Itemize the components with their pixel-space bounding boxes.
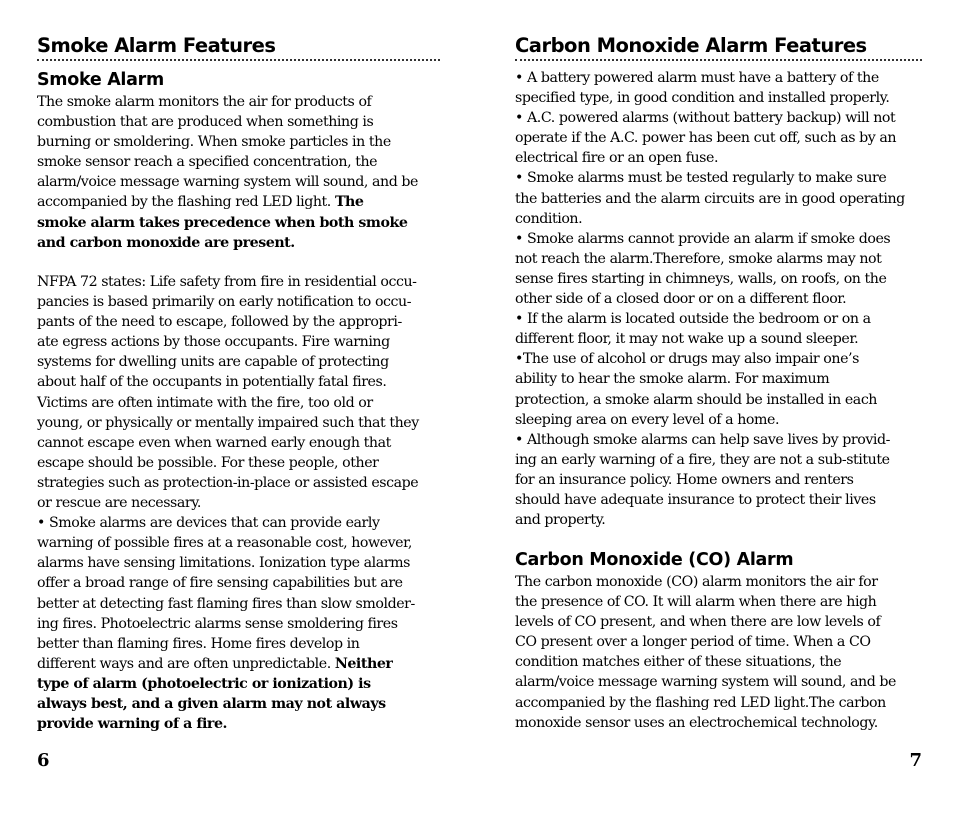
text-line: systems for dwelling units are capable of protecting xyxy=(37,354,389,371)
bold-text-line: and carbon monoxide are present. xyxy=(37,234,295,251)
smoke-alarm-description xyxy=(37,92,440,253)
text-line: burning or smoldering. When smoke particles in the xyxy=(37,134,391,151)
dotted-divider xyxy=(37,59,440,61)
list-item: electrical fire or an open fuse. xyxy=(515,150,719,167)
list-item: ability to hear the smoke alarm. For maximum xyxy=(515,371,830,388)
text-line: young, or physically or mentally impaired such that they xyxy=(37,414,419,431)
text-line: the presence of CO. It will alarm when there are high xyxy=(515,594,877,611)
text-line: pants of the need to escape, followed by the appropri- xyxy=(37,314,402,331)
text-line: about half of the occupants in potentially fatal fires. xyxy=(37,374,387,391)
page-title-co-alarm-features: Carbon Monoxide Alarm Features xyxy=(515,34,867,57)
list-item: condition. xyxy=(515,210,583,227)
list-item: protection, a smoke alarm should be installed in each xyxy=(515,391,877,408)
list-item: and property. xyxy=(515,512,606,529)
text-line xyxy=(37,654,440,674)
page-number-right: 7 xyxy=(909,750,922,771)
list-item: • Smoke alarms cannot provide an alarm if smoke does xyxy=(515,230,891,247)
text-line: better at detecting fast flaming fires than slow smolder- xyxy=(37,595,415,612)
text-line: alarms have sensing limitations. Ionization type alarms xyxy=(37,555,410,572)
text-line: The smoke alarm monitors the air for products of xyxy=(37,94,372,110)
list-item: •The use of alcohol or drugs may also impair one’s xyxy=(515,351,859,368)
text-line: condition matches either of these situations, the xyxy=(515,654,842,671)
text-run: different ways and are often unpredictable. xyxy=(37,655,335,672)
text-line: warning of possible fires at a reasonable cost, however, xyxy=(37,535,412,552)
bold-text: The xyxy=(334,194,364,211)
text-line: • Smoke alarms are devices that can provide early xyxy=(37,515,380,532)
dotted-divider xyxy=(515,59,922,61)
list-item: operate if the A.C. power has been cut off, such as by an xyxy=(515,130,897,147)
text-line: better than flaming fires. Home fires develop in xyxy=(37,635,360,652)
bold-text: Neither xyxy=(334,655,393,672)
co-alarm-description xyxy=(515,572,922,733)
text-line: escape should be possible. For these people, other xyxy=(37,454,379,471)
list-item: specified type, in good condition and installed properly. xyxy=(515,90,890,107)
bold-text-line: always best, and a given alarm may not always xyxy=(37,695,386,712)
bold-text-line: type of alarm (photoelectric or ionization) is xyxy=(37,675,371,692)
list-item: the batteries and the alarm circuits are in good operating xyxy=(515,190,905,207)
text-line: ing fires. Photoelectric alarms sense smoldering fires xyxy=(37,615,398,632)
list-item: • A.C. powered alarms (without battery backup) will not xyxy=(515,110,896,127)
list-item: for an insurance policy. Home owners and renters xyxy=(515,471,854,488)
text-line: pancies is based primarily on early notification to occu- xyxy=(37,294,412,311)
text-line: monoxide sensor uses an electrochemical technology. xyxy=(515,714,878,731)
text-line: combustion that are produced when something is xyxy=(37,114,374,131)
list-item: ing an early warning of a fire, they are not a sub-stitute xyxy=(515,451,890,468)
text-line: alarm/voice message warning system will sound, and be xyxy=(37,174,418,191)
page-title-smoke-alarm-features: Smoke Alarm Features xyxy=(37,34,276,57)
text-line: offer a broad range of fire sensing capabilities but are xyxy=(37,575,403,592)
text-line: smoke sensor reach a specified concentration, the xyxy=(37,154,378,171)
section-heading-co-alarm: Carbon Monoxide (CO) Alarm xyxy=(515,550,794,570)
text-line: or rescue are necessary. xyxy=(37,495,201,512)
list-item: should have adequate insurance to protect their lives xyxy=(515,491,876,508)
text-line: CO present over a longer period of time. When a CO xyxy=(515,634,871,651)
text-line: The carbon monoxide (CO) alarm monitors the air for xyxy=(515,574,878,590)
nfpa-paragraph xyxy=(37,272,440,734)
text-line: strategies such as protection-in-place or assisted escape xyxy=(37,474,419,491)
list-item: other side of a closed door or on a different floor. xyxy=(515,291,847,308)
text-line: cannot escape even when warned early enough that xyxy=(37,434,391,451)
text-line: alarm/voice message warning system will sound, and be xyxy=(515,674,896,691)
limitations-list xyxy=(515,68,922,530)
text-line: accompanied by the flashing red LED light.The carbon xyxy=(515,694,886,711)
list-item: not reach the alarm.Therefore, smoke alarms may not xyxy=(515,250,882,267)
list-item: • If the alarm is located outside the bedroom or on a xyxy=(515,311,871,328)
text-line: levels of CO present, and when there are low levels of xyxy=(515,614,881,631)
section-heading-smoke-alarm: Smoke Alarm xyxy=(37,70,164,90)
list-item: sleeping area on every level of a home. xyxy=(515,411,780,428)
bold-text-line: smoke alarm takes precedence when both smoke xyxy=(37,214,408,231)
text-line: ate egress actions by those occupants. Fire warning xyxy=(37,334,390,351)
list-item: • Smoke alarms must be tested regularly to make sure xyxy=(515,170,887,187)
text-line xyxy=(37,192,440,212)
bold-text-line: provide warning of a fire. xyxy=(37,716,228,733)
list-item: • A battery powered alarm must have a battery of the xyxy=(515,70,879,86)
right-page xyxy=(515,0,922,813)
text-line: Victims are often intimate with the fire, too old or xyxy=(37,394,373,411)
text-line: NFPA 72 states: Life safety from fire in residential occu- xyxy=(37,274,417,290)
text-run: accompanied by the flashing red LED light. xyxy=(37,194,335,211)
list-item: sense fires starting in chimneys, walls, on roofs, on the xyxy=(515,270,887,287)
page-number-left: 6 xyxy=(37,750,50,771)
list-item: different floor, it may not wake up a sound sleeper. xyxy=(515,331,859,348)
list-item: • Although smoke alarms can help save lives by provid- xyxy=(515,431,890,448)
left-page xyxy=(37,0,440,813)
